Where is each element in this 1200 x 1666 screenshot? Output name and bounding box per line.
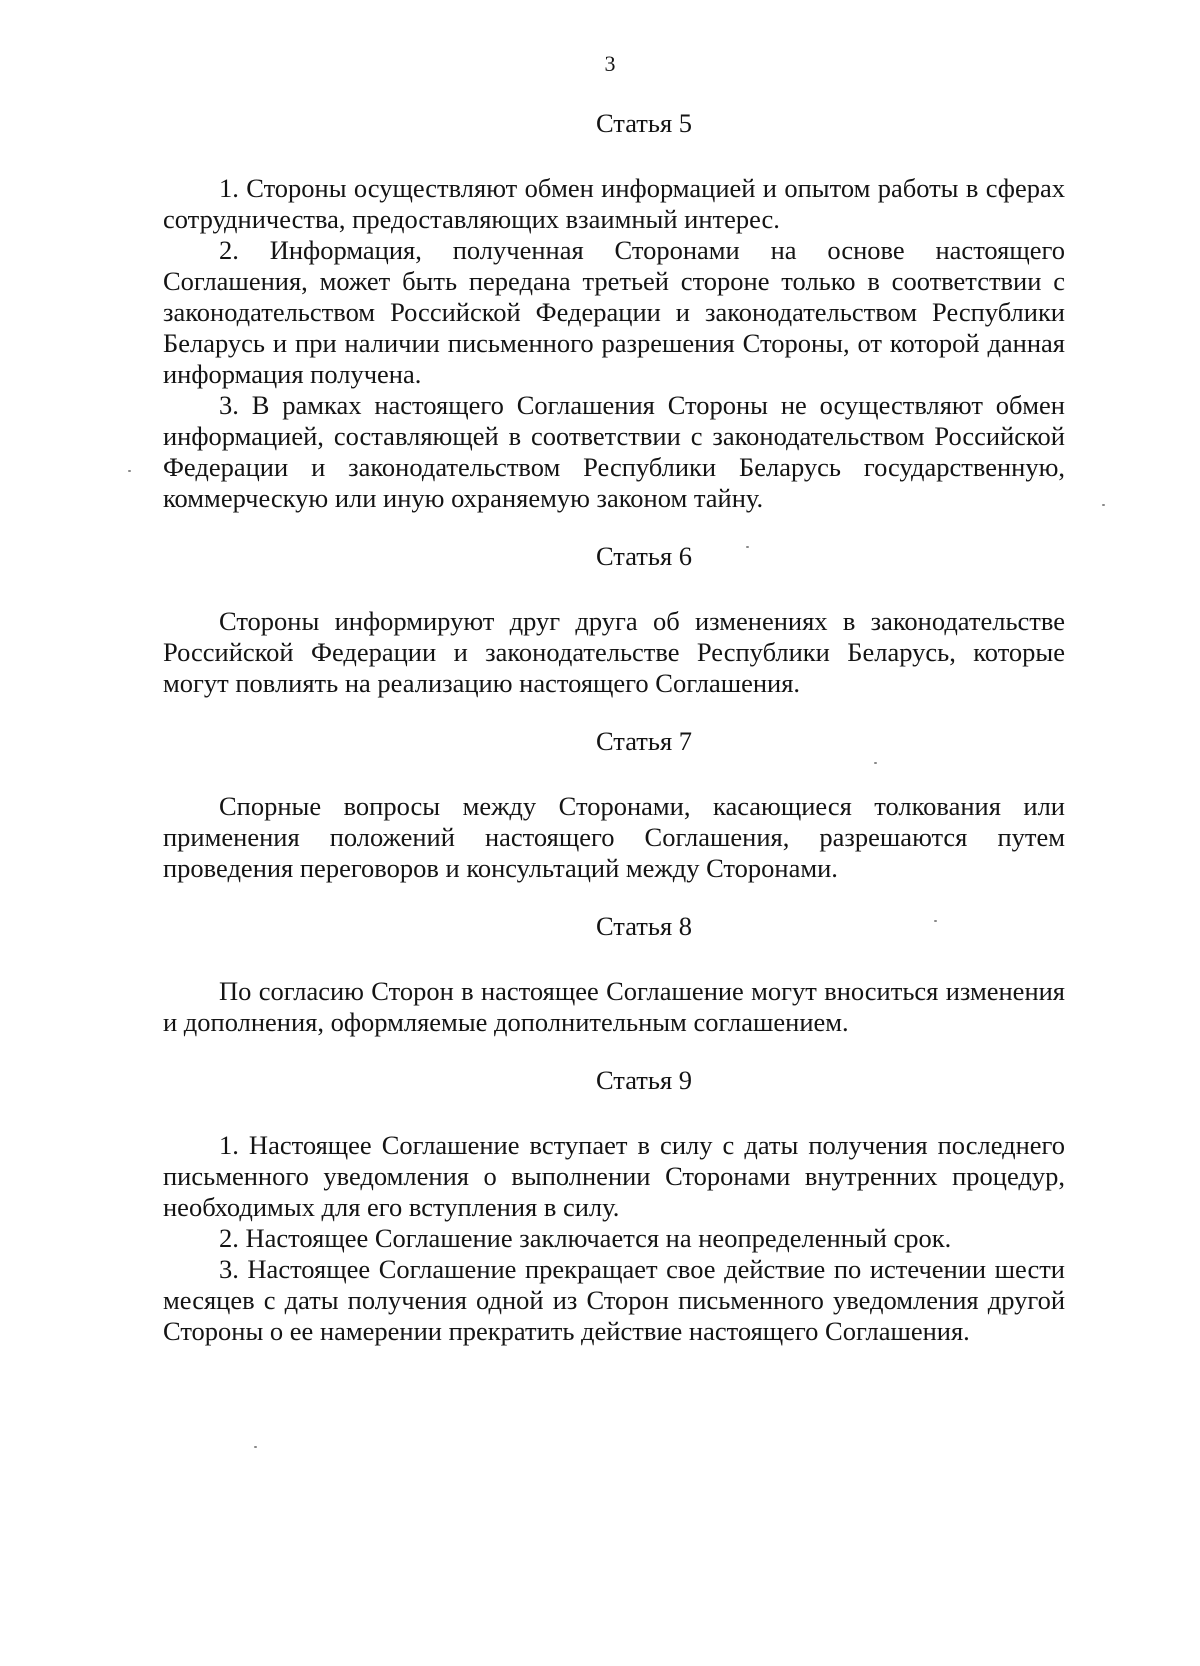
article-title: Статья 8 [595,911,693,941]
page-number: 3 [604,51,616,76]
article-paragraph: 1. Стороны осуществляют обмен информацией и опытом работы в сферах сотрудничества, предоставляющих взаимный интерес. [163,173,1065,234]
article-paragraph: Стороны информируют друг друга об изменениях в законодательстве Российской Федерации и законодательстве Республики Беларусь, которые могут повлиять на реализацию настоящего Соглашения. [163,606,1065,698]
article-paragraph: 2. Настоящее Соглашение заключается на неопределенный срок. [219,1223,952,1253]
article-paragraph: 3. В рамках настоящего Соглашения Стороны не осуществляют обмен информацией, составляющей в соответствии с законодательством Российской Федерации и законодательством Республики Беларусь государственную, коммерческую или иную охраняемую законом тайну. [163,390,1065,513]
scan-speck [934,920,937,922]
scan-speck [1102,504,1105,506]
article-7 [163,726,1065,884]
article-paragraph: 2. Информация, полученная Сторонами на основе настоящего Соглашения, может быть передана третьей стороне только в соответствии с законодательством Российской Федерации и законодательством Республики Беларусь и при наличии письменного разрешения Стороны, от которой данная информация получена. [163,235,1065,389]
scan-speck [746,546,749,548]
article-paragraph: По согласию Сторон в настоящее Соглашение могут вноситься изменения и дополнения, оформляемые дополнительным соглашением. [163,976,1065,1037]
article-title: Статья 9 [595,1065,693,1095]
document-body [163,108,1065,1347]
article-title: Статья 5 [595,108,693,138]
scan-speck [128,470,131,472]
article-5 [163,108,1065,514]
scan-speck [254,1446,257,1448]
article-title: Статья 7 [595,726,693,756]
article-paragraph: 3. Настоящее Соглашение прекращает свое действие по истечении шести месяцев с даты получения одной из Сторон письменного уведомления другой Стороны о ее намерении прекратить действие настоящего Соглашения. [163,1254,1065,1346]
article-9 [163,1065,1065,1347]
article-title: Статья 6 [595,541,693,571]
article-8 [163,911,1065,1038]
scan-speck [874,762,877,764]
article-paragraph: Спорные вопросы между Сторонами, касающиеся толкования или применения положений настоящего Соглашения, разрешаются путем проведения переговоров и консультаций между Сторонами. [163,791,1065,883]
article-paragraph: 1. Настоящее Соглашение вступает в силу с даты получения последнего письменного уведомления о выполнении Сторонами внутренних процедур, необходимых для его вступления в силу. [163,1130,1065,1222]
article-6 [163,541,1065,699]
